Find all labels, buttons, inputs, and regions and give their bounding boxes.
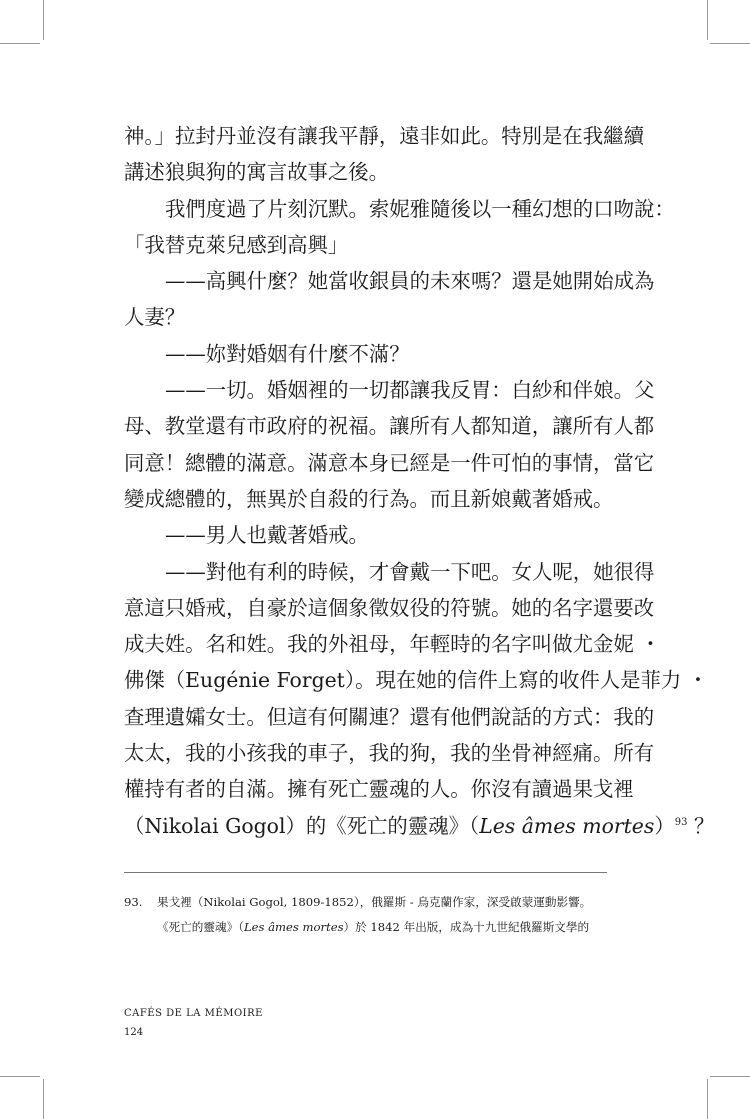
body-text [124,118,715,844]
footnote-reference[interactable]: 93 [674,816,688,828]
body-line: 母、教堂還有市政府的祝福。讓所有人都知道，讓所有人都 [124,414,655,439]
crop-mark [43,1079,44,1119]
footnote-rule [124,872,607,873]
last-line-close: ） [654,813,675,838]
running-title: CAFÉS DE LA MÉMOIRE [124,1008,263,1019]
crop-mark [710,1076,750,1077]
crop-mark [710,43,750,44]
crop-mark [43,0,44,40]
body-line: 成夫姓。名和姓。我的外祖母，年輕時的名字叫做尤金妮 ・ [124,632,661,657]
last-line-end: ？ [687,813,715,838]
book-title-italic: Les âmes mortes [479,813,655,838]
footnote-line-1 [124,890,614,915]
footnote-text-1: 果戈裡（Nikolai Gogol, 1809-1852），俄羅斯 - 烏克蘭作家，深受啟蒙運動影響。 [157,895,592,909]
body-line: ——一切。婚姻裡的一切都讓我反胃：白紗和伴娘。父 [165,378,655,403]
body-line: 意這只婚戒，自豪於這個象徵奴役的符號。她的名字還要改 [124,595,655,620]
body-line: ——對他有利的時候，才會戴一下吧。女人呢，她很得 [165,559,655,584]
body-line: 權持有者的自滿。擁有死亡靈魂的人。你沒有讀過果戈裡 [124,777,634,802]
footnote-line-2 [124,915,614,940]
body-line-last [124,808,715,844]
crop-mark [0,1076,40,1077]
body-line: 我們度過了片刻沉默。索妮雅隨後以一種幻想的口吻說： [165,196,675,221]
last-line-text: （Nikolai Gogol）的《死亡的靈魂》（ [124,813,480,838]
body-line: 「我替克萊兒感到高興」 [124,232,349,257]
body-line: ——男人也戴著婚戒。 [165,523,369,548]
body-line: 講述狼與狗的寓言故事之後。 [124,160,390,185]
page-number: 124 [124,1027,144,1038]
body-line: 神。」拉封丹並沒有讓我平靜，遠非如此。特別是在我繼續 [124,124,644,148]
crop-mark [0,43,40,44]
crop-mark [707,1079,708,1119]
footnote-number: 93. [124,895,143,909]
body-line: 人妻？ [124,305,186,330]
body-line: 查理遺孀女士。但這有何關連？還有他們說話的方式：我的 [124,704,655,729]
body-line: 太太，我的小孩我的車子，我的狗，我的坐骨神經痛。所有 [124,741,655,766]
body-line: 佛傑（Eugénie Forget）。現在她的信件上寫的收件人是菲力 ・ [124,668,709,693]
footnote-text-2b: ）於 1842 年出版，成為十九世紀俄羅斯文學的 [343,920,590,934]
footnote [124,890,614,940]
body-line: 變成總體的，無異於自殺的行為。而且新娘戴著婚戒。 [124,486,614,511]
crop-mark [707,0,708,40]
footnote-book-title: Les âmes mortes [243,920,344,934]
paragraph-lines [124,118,709,808]
footnote-text-2a: 《死亡的靈魂》（ [157,920,244,934]
body-line: 同意！總體的滿意。滿意本身已經是一件可怕的事情，當它 [124,450,655,475]
body-line: ——高興什麼？她當收銀員的未來嗎？還是她開始成為 [165,269,655,294]
body-line: ——妳對婚姻有什麼不滿？ [165,341,410,366]
